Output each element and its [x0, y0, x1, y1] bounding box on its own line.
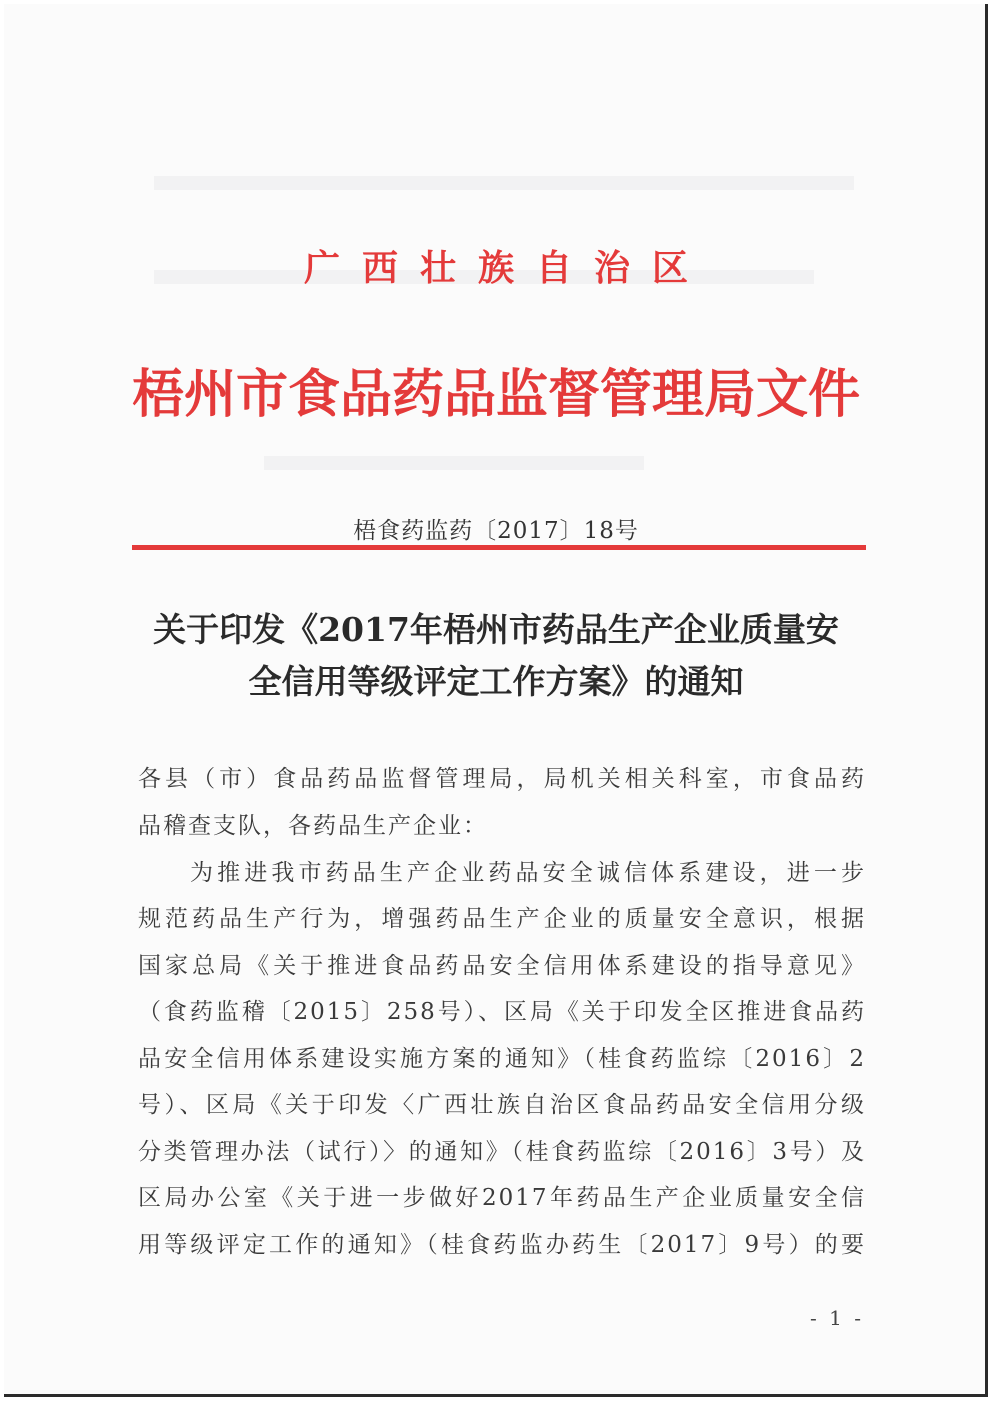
paragraph-line-4: （食药监稽〔2015〕258号）、区局《关于印发全区推进食品药	[138, 999, 866, 1025]
show-through-texture	[264, 456, 644, 470]
paragraph-line-9: 用等级评定工作的通知》（桂食药监办药生〔2017〕9号）的要	[138, 1232, 866, 1258]
paragraph-line-5: 品安全信用体系建设实施方案的通知》（桂食药监综〔2016〕2	[138, 1046, 866, 1072]
notice-title-line-1: 关于印发《2017年梧州市药品生产企业质量安	[153, 610, 839, 649]
paragraph-line-6: 号）、区局《关于印发〈广西壮族自治区食品药品安全信用分级	[138, 1092, 866, 1118]
paragraph-line-3: 国家总局《关于推进食品药品安全信用体系建设的指导意见》	[138, 953, 866, 979]
document-number: 梧食药监药〔2017〕18号	[353, 518, 639, 544]
recipients-line-2: 品稽查支队，各药品生产企业：	[138, 813, 488, 839]
page-number: - 1 -	[810, 1306, 864, 1330]
show-through-texture	[154, 176, 854, 190]
notice-title-line-2: 全信用等级评定工作方案》的通知	[248, 662, 744, 701]
paragraph-line-8: 区局办公室《关于进一步做好2017年药品生产企业质量安全信	[138, 1185, 866, 1211]
paragraph-line-1: 为推进我市药品生产企业药品安全诚信体系建设，进一步	[190, 860, 866, 886]
paragraph-line-7: 分类管理办法（试行）〉的通知》（桂食药监综〔2016〕3号）及	[138, 1139, 866, 1165]
red-divider-line	[132, 545, 866, 550]
paragraph-line-2: 规范药品生产行为，增强药品生产企业的质量安全意识，根据	[138, 906, 866, 932]
issuing-region: 广西壮族自治区	[303, 247, 710, 289]
recipients-line-1: 各县（市）食品药品监督管理局，局机关相关科室，市食品药	[138, 766, 866, 792]
issuing-authority-title: 梧州市食品药品监督管理局文件	[131, 364, 860, 425]
